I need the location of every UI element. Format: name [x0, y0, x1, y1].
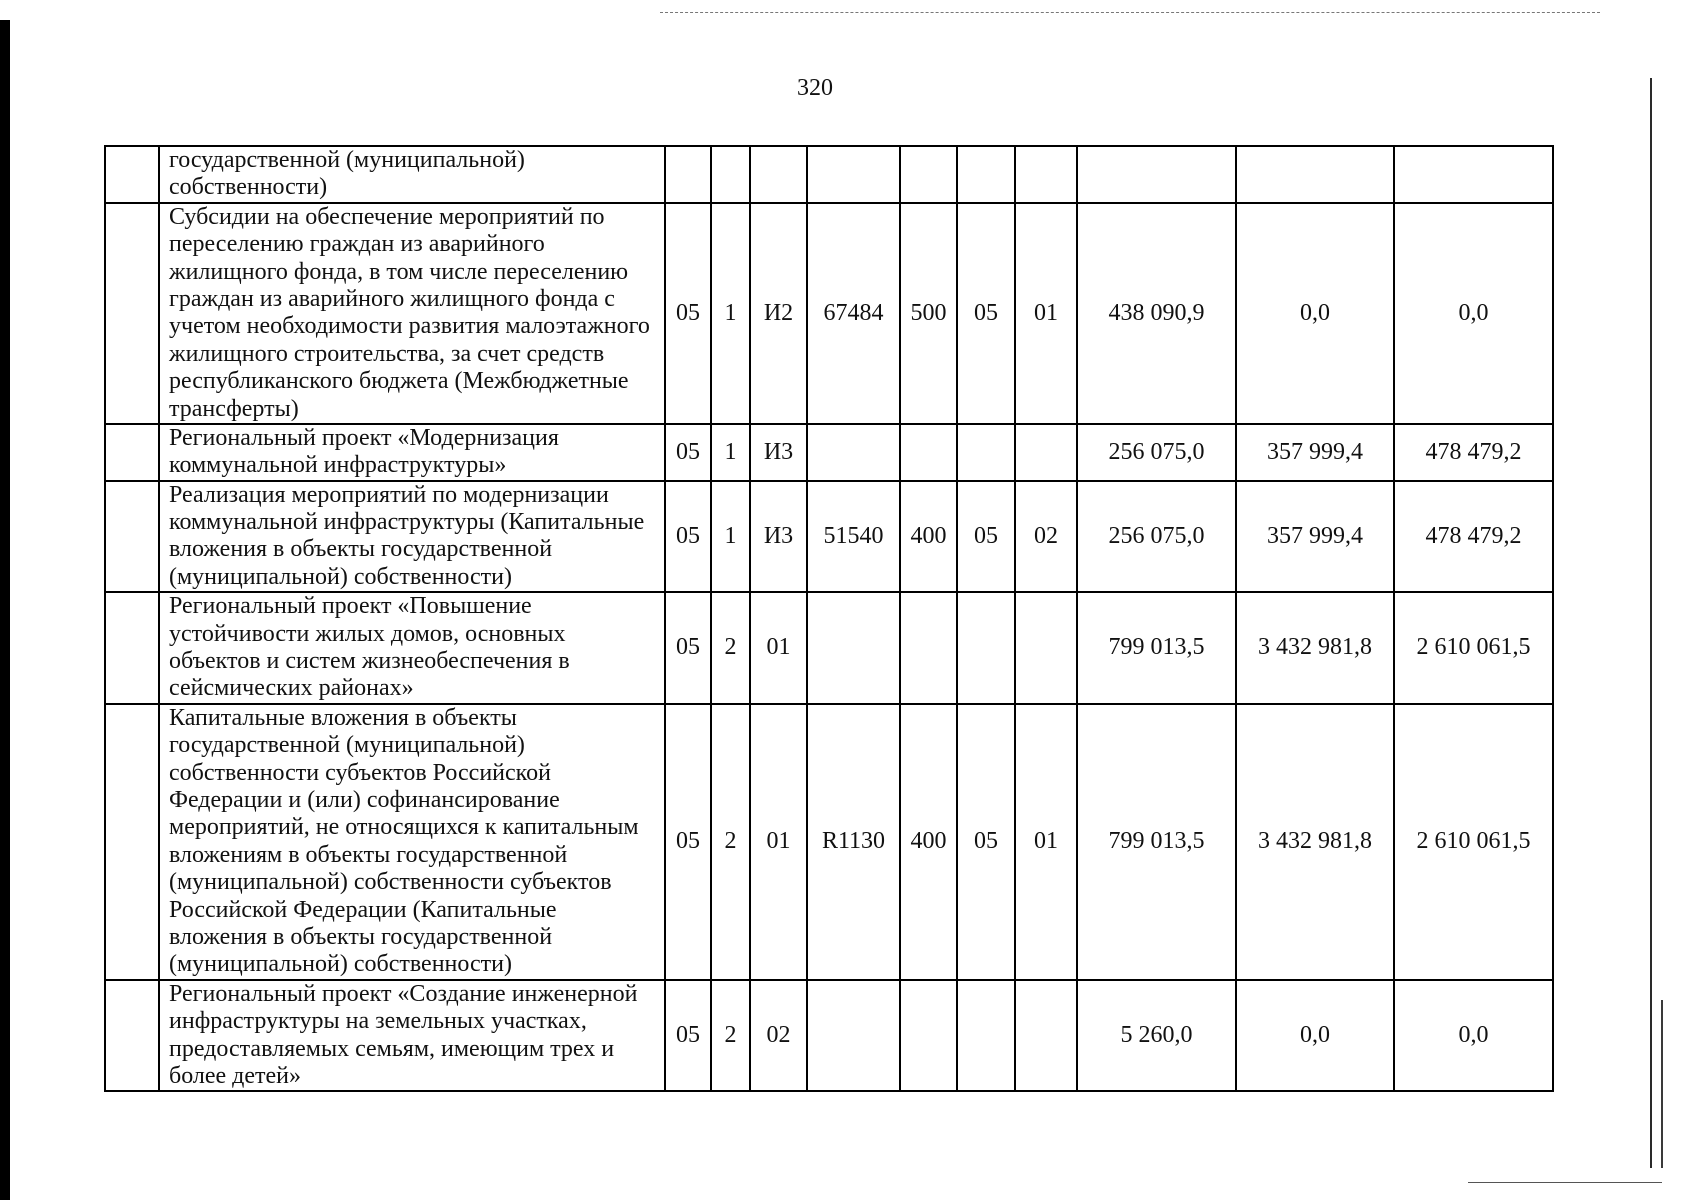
scan-line-top [660, 12, 1600, 13]
code-cell: И3 [750, 481, 807, 593]
page-number: 320 [797, 75, 833, 101]
table-row [105, 481, 1553, 593]
amount-cell: 2 610 061,5 [1394, 704, 1553, 980]
table-row [105, 424, 1553, 481]
code-cell: 51540 [807, 481, 900, 593]
scan-edge-left [0, 20, 10, 1200]
amount-cell: 256 075,0 [1077, 424, 1236, 481]
amount-cell [1394, 146, 1553, 203]
code-cell: И2 [750, 203, 807, 424]
description-line: Региональный проект «Создание инженерной [169, 980, 638, 1007]
description-line: вложениям в объекты государственной [169, 841, 568, 868]
description-line: устойчивости жилых домов, основных [169, 620, 566, 647]
amount-cell: 2 610 061,5 [1394, 592, 1553, 704]
description-cell [159, 424, 665, 481]
code-cell: 05 [665, 424, 711, 481]
code-cell: 02 [750, 980, 807, 1092]
description-line: (муниципальной) собственности субъектов [169, 869, 612, 896]
code-cell: 400 [900, 481, 957, 593]
description-line: более детей» [169, 1062, 302, 1089]
code-cell [900, 980, 957, 1092]
scan-edge-right [1661, 1000, 1663, 1168]
description-line: граждан из аварийного жилищного фонда с [169, 285, 615, 312]
description-cell [159, 203, 665, 424]
code-cell: 05 [957, 704, 1015, 980]
description-cell [159, 704, 665, 980]
description-line: республиканского бюджета (Межбюджетные [169, 368, 629, 395]
table-row [105, 592, 1553, 704]
amount-cell: 438 090,9 [1077, 203, 1236, 424]
amount-cell: 799 013,5 [1077, 592, 1236, 704]
code-cell: R1130 [807, 704, 900, 980]
code-cell: 05 [665, 592, 711, 704]
amount-cell: 799 013,5 [1077, 704, 1236, 980]
row-number-cell [105, 704, 159, 980]
code-cell [957, 592, 1015, 704]
description-line: жилищного фонда, в том числе переселению [169, 258, 629, 285]
description-line: учетом необходимости развития малоэтажного [169, 313, 650, 340]
amount-cell [1236, 146, 1394, 203]
amount-cell: 478 479,2 [1394, 424, 1553, 481]
scan-line-bottom [1468, 1182, 1662, 1183]
code-cell [957, 980, 1015, 1092]
table-row [105, 980, 1553, 1092]
amount-cell: 256 075,0 [1077, 481, 1236, 593]
description-line: Региональный проект «Повышение [169, 593, 532, 620]
code-cell: 400 [900, 704, 957, 980]
table-row [105, 203, 1553, 424]
table-row [105, 146, 1553, 203]
row-number-cell [105, 424, 159, 481]
description-line: Реализация мероприятий по модернизации [169, 481, 609, 508]
amount-cell: 0,0 [1236, 203, 1394, 424]
code-cell: И3 [750, 424, 807, 481]
row-number-cell [105, 481, 159, 593]
description-line: вложения в объекты государственной [169, 923, 553, 950]
code-cell: 1 [711, 424, 750, 481]
description-line: объектов и систем жизнеобеспечения в [169, 648, 570, 675]
row-number-cell [105, 592, 159, 704]
amount-cell: 5 260,0 [1077, 980, 1236, 1092]
description-line: трансферты) [169, 395, 299, 422]
amount-cell: 357 999,4 [1236, 424, 1394, 481]
description-line: Капитальные вложения в объекты [169, 704, 517, 731]
amount-cell: 3 432 981,8 [1236, 592, 1394, 704]
code-cell [900, 592, 957, 704]
description-line: государственной (муниципальной) [169, 147, 525, 173]
description-cell [159, 146, 665, 203]
description-line: вложения в объекты государственной [169, 536, 553, 563]
code-cell [711, 146, 750, 203]
budget-table [104, 145, 1554, 1092]
amount-cell: 3 432 981,8 [1236, 704, 1394, 980]
amount-cell: 357 999,4 [1236, 481, 1394, 593]
row-number-cell [105, 203, 159, 424]
amount-cell: 0,0 [1394, 980, 1553, 1092]
description-line: инфраструктуры на земельных участках, [169, 1008, 587, 1035]
code-cell [807, 146, 900, 203]
description-line: жилищного строительства, за счет средств [169, 340, 605, 367]
code-cell: 01 [750, 704, 807, 980]
description-line: предоставляемых семьям, имеющим трех и [169, 1035, 615, 1062]
code-cell: 05 [665, 481, 711, 593]
amount-cell: 478 479,2 [1394, 481, 1553, 593]
row-number-cell [105, 980, 159, 1092]
description-line: Федерации и (или) софинансирование [169, 786, 560, 813]
code-cell [807, 980, 900, 1092]
amount-cell [1077, 146, 1236, 203]
code-cell: 01 [1015, 704, 1077, 980]
code-cell [957, 424, 1015, 481]
description-line: (муниципальной) собственности) [169, 951, 512, 978]
code-cell [957, 146, 1015, 203]
code-cell [750, 146, 807, 203]
code-cell: 2 [711, 980, 750, 1092]
amount-cell: 0,0 [1236, 980, 1394, 1092]
code-cell: 2 [711, 592, 750, 704]
code-cell: 67484 [807, 203, 900, 424]
code-cell [1015, 592, 1077, 704]
code-cell: 2 [711, 704, 750, 980]
description-line: государственной (муниципальной) [169, 732, 525, 759]
code-cell: 01 [1015, 203, 1077, 424]
code-cell [1015, 980, 1077, 1092]
table-row [105, 704, 1553, 980]
description-line: мероприятий, не относящихся к капитальным [169, 814, 639, 841]
code-cell [1015, 146, 1077, 203]
code-cell: 05 [957, 203, 1015, 424]
description-line: Субсидии на обеспечение мероприятий по [169, 203, 605, 230]
description-line: коммунальной инфраструктуры (Капитальные [169, 509, 645, 536]
code-cell: 02 [1015, 481, 1077, 593]
code-cell: 01 [750, 592, 807, 704]
description-cell [159, 592, 665, 704]
amount-cell: 0,0 [1394, 203, 1553, 424]
code-cell: 500 [900, 203, 957, 424]
code-cell [807, 592, 900, 704]
code-cell: 1 [711, 481, 750, 593]
code-cell: 05 [665, 203, 711, 424]
description-line: Российской Федерации (Капитальные [169, 896, 557, 923]
code-cell: 05 [665, 980, 711, 1092]
description-line: Региональный проект «Модернизация [169, 424, 559, 451]
description-line: переселению граждан из аварийного [169, 231, 545, 258]
description-line: собственности) [169, 174, 328, 201]
code-cell: 05 [665, 704, 711, 980]
description-line: сейсмических районах» [169, 675, 414, 702]
code-cell: 05 [957, 481, 1015, 593]
code-cell [665, 146, 711, 203]
description-cell [159, 481, 665, 593]
code-cell: 1 [711, 203, 750, 424]
code-cell [1015, 424, 1077, 481]
code-cell [900, 146, 957, 203]
description-line: коммунальной инфраструктуры» [169, 452, 507, 479]
description-line: (муниципальной) собственности) [169, 563, 512, 590]
scan-edge-right [1650, 78, 1652, 1168]
code-cell [900, 424, 957, 481]
row-number-cell [105, 146, 159, 203]
description-line: собственности субъектов Российской [169, 759, 551, 786]
code-cell [807, 424, 900, 481]
description-cell [159, 980, 665, 1092]
